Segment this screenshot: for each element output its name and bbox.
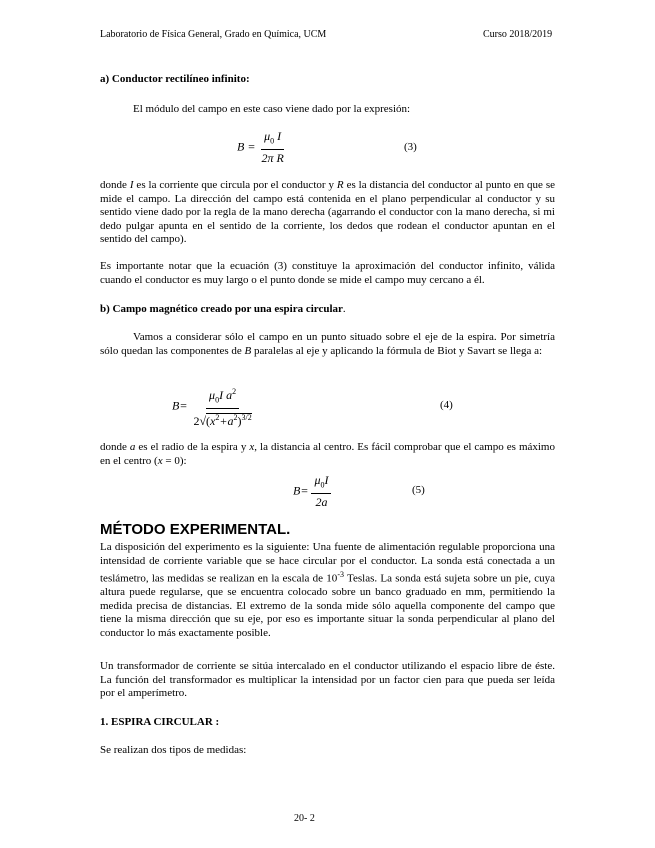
equation-5: B= $\frac{\mu_0I}{2a}$ xyxy=(293,473,331,510)
equation-4-number: (4) xyxy=(440,399,453,411)
section-b-paragraph-2: donde a es el radio de la espira y x, la distancia al centro. Es fácil comprobar que el campo es máximo en el centro (x = 0): xyxy=(100,441,555,467)
method-paragraph-2: Un transformador de corriente se sitúa intercalado en el conductor utilizando el espacio libre de éste. La función del transformador es multiplicar la intensidad por un factor cien para que pueda ser leída por el amperímetro. xyxy=(100,660,555,699)
equation-3-number: (3) xyxy=(404,141,417,153)
section-a-heading: a) Conductor rectilíneo infinito: xyxy=(100,73,250,85)
section-a-paragraph-2: Es importante notar que la ecuación (3) constituye la aproximación del conductor infinito, válida cuando el conductor es muy largo o el punto donde se mide el campo muy cercano a él. xyxy=(100,260,555,286)
section-a-intro: El módulo del campo en este caso viene dado por la expresión: xyxy=(133,103,411,115)
section-1-heading: 1. ESPIRA CIRCULAR : xyxy=(100,716,220,728)
section-a-paragraph-1: donde I es la corriente que circula por el conductor y R es la distancia del conductor al punto en que se mide el campo. La dirección del campo está contenida en el plano perpendicular al conductor y su sentido viene dado por la regla de la mano derecha (agarrando el conductor con la mano derecha, si mi dedo pulgar apunta en el sentido de la corriente, los dedos que rodean el conductor apuntan en el sentido del campo). xyxy=(100,179,556,245)
section-b-paragraph-1: Vamos a considerar sólo el campo en un punto situado sobre el eje de la espira. Por simetría sólo quedan las componentes de B paralelas al eje y aplicando la fórmula de Biot y Savart se llega a: xyxy=(100,331,555,357)
section-b-heading: b) Campo magnético creado por una espira circular. xyxy=(100,303,346,315)
running-header-left: Laboratorio de Física General, Grado en Química, UCM xyxy=(100,29,327,40)
section-1-paragraph: Se realizan dos tipos de medidas: xyxy=(100,744,247,756)
equation-5-number: (5) xyxy=(412,484,425,496)
running-header-right: Curso 2018/2019 xyxy=(483,29,553,40)
equation-3: B = $\frac{\mu_0 I}{\text{2π R}}$ xyxy=(237,129,284,166)
page-number: 20- 2 xyxy=(294,813,315,824)
method-paragraph-1: La disposición del experimento es la siguiente: Una fuente de alimentación regulable proporciona una intensidad de corriente variable que se hace circular por el conductor. La sonda está conectada a un teslámetro, las medidas se realizan en la escala de $10^{-3}$ Teslas. La sonda está sujeta sobre un pie, cuya altura puede regularse, que se encuentra colocado sobre un banco graduado en mm, permitiendo la medida precisa de distancias. El extremo de la sonda mide sólo aquella componente del campo que tiene la misma dirección que su eje, por eso es importante situar la sonda perpendicular al plano del conductor lo más exactamente posible. xyxy=(100,541,555,639)
method-heading: MÉTODO EXPERIMENTAL. xyxy=(100,521,291,538)
equation-4: B= $\frac{\mu_0I a^2}{2√(x^2+a^2)^{3/2}}$ xyxy=(172,384,255,429)
